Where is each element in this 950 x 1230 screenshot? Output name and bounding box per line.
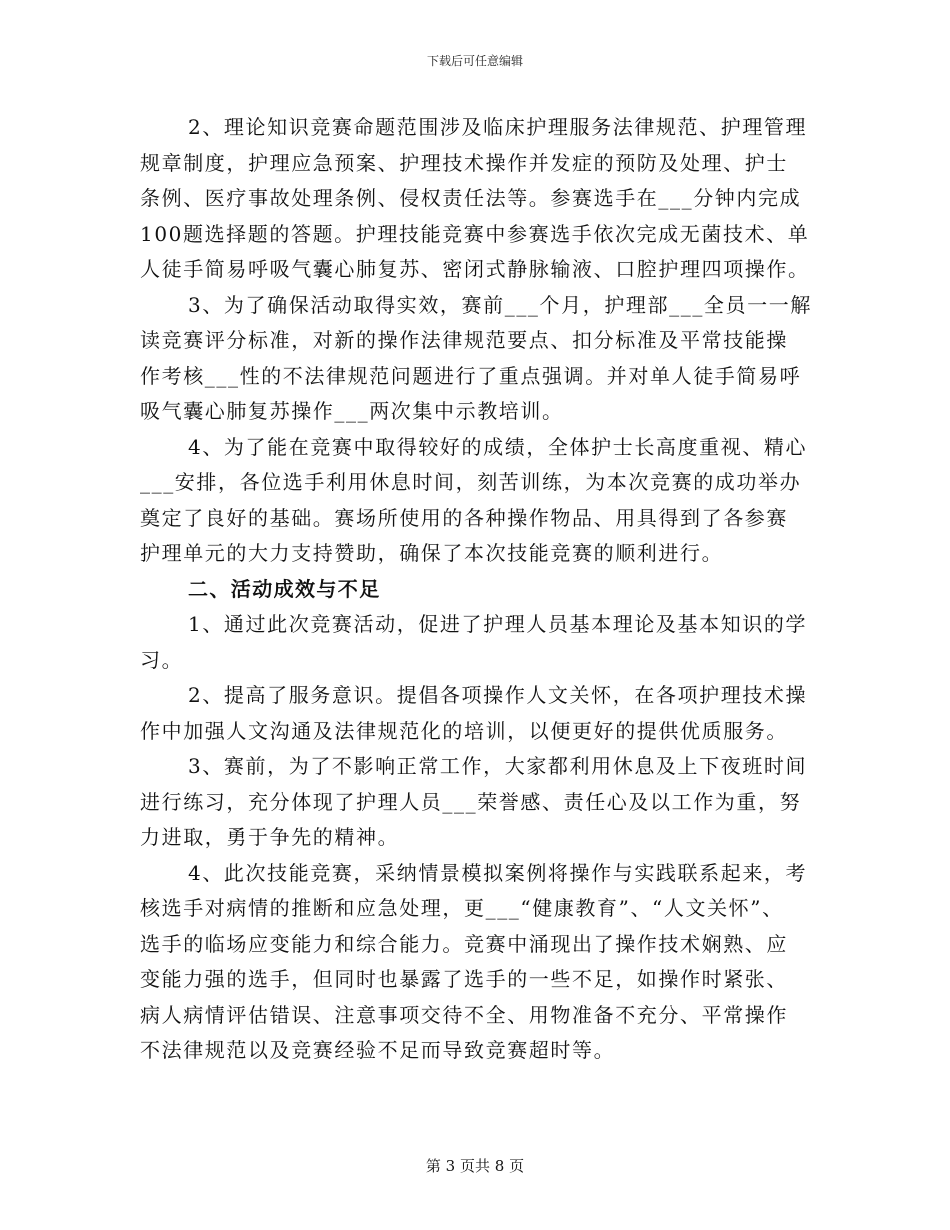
document-body	[140, 110, 820, 1069]
text-line: 人徒手简易呼吸气囊心肺复苏、密闭式静脉输液、口腔护理四项操作。	[140, 257, 810, 281]
paragraph	[140, 110, 820, 288]
text-line: 变能力强的选手，但同时也暴露了选手的一些不足，如操作时紧张、	[140, 967, 788, 991]
page-number: 第 3 页共 8 页	[425, 1157, 525, 1175]
page-header-note: 下载后可任意编辑	[426, 54, 523, 68]
text-line: 护理单元的大力支持赞助，确保了本次技能竞赛的顺利进行。	[140, 541, 724, 565]
text-line: 病人病情评估错误、注意事项交待不全、用物准备不充分、平常操作	[140, 1002, 788, 1027]
text-line: 读竞赛评分标准，对新的操作法律规范要点、扣分标准及平常技能操	[140, 328, 788, 352]
paragraph	[140, 288, 820, 430]
paragraph	[140, 678, 820, 749]
text-line: 习。	[140, 647, 184, 672]
text-line: 2、理论知识竞赛命题范围涉及临床护理服务法律规范、护理管理	[188, 115, 808, 139]
text-line: 力进取，勇于争先的精神。	[140, 825, 400, 849]
text-line: 条例、医疗事故处理条例、侵权责任法等。参赛选手在___分钟内完成	[140, 186, 802, 210]
text-line: 作中加强人文沟通及法律规范化的培训，以便更好的提供优质服务。	[140, 718, 788, 743]
text-line: 4、为了能在竞赛中取得较好的成绩，全体护士长高度重视、精心	[188, 434, 808, 459]
section-heading	[140, 572, 820, 608]
section-heading-text: 二、活动成效与不足	[188, 576, 381, 601]
paragraph	[140, 607, 820, 678]
text-line: 核选手对病情的推断和应急处理，更___“健康教育”、“人文关怀”、	[140, 896, 784, 920]
text-line: ___安排，各位选手利用休息时间，刻苦训练，为本次竞赛的成功举办	[140, 470, 802, 494]
paragraph	[140, 430, 820, 572]
text-line: 规章制度，护理应急预案、护理技术操作并发症的预防及处理、护士	[140, 150, 788, 175]
paragraph	[140, 749, 820, 856]
text-line: 吸气囊心肺复苏操作___两次集中示教培训。	[140, 399, 564, 423]
text-line: 4、此次技能竞赛，采纳情景模拟案例将操作与实践联系起来，考	[188, 860, 808, 885]
text-line: 100题选择题的答题。护理技能竞赛中参赛选手依次完成无菌技术、单	[140, 221, 810, 246]
paragraph	[140, 856, 820, 1069]
text-line: 不法律规范以及竞赛经验不足而导致竞赛超时等。	[140, 1038, 616, 1062]
text-line: 进行练习，充分体现了护理人员___荣誉感、责任心及以工作为重，努	[140, 789, 802, 814]
text-line: 3、为了确保活动取得实效，赛前___个月，护理部___全员一一解	[188, 292, 812, 317]
text-line: 3、赛前，为了不影响正常工作，大家都利用休息及上下夜班时间	[188, 754, 808, 778]
text-line: 2、提高了服务意识。提倡各项操作人文关怀，在各项护理技术操	[188, 683, 808, 707]
text-line: 作考核___性的不法律规范问题进行了重点强调。并对单人徒手简易呼	[140, 363, 802, 388]
text-line: 1、通过此次竞赛活动，促进了护理人员基本理论及基本知识的学	[188, 612, 808, 636]
text-line: 选手的临场应变能力和综合能力。竞赛中涌现出了操作技术娴熟、应	[140, 931, 788, 956]
text-line: 奠定了良好的基础。赛场所使用的各种操作物品、用具得到了各参赛	[140, 505, 788, 530]
